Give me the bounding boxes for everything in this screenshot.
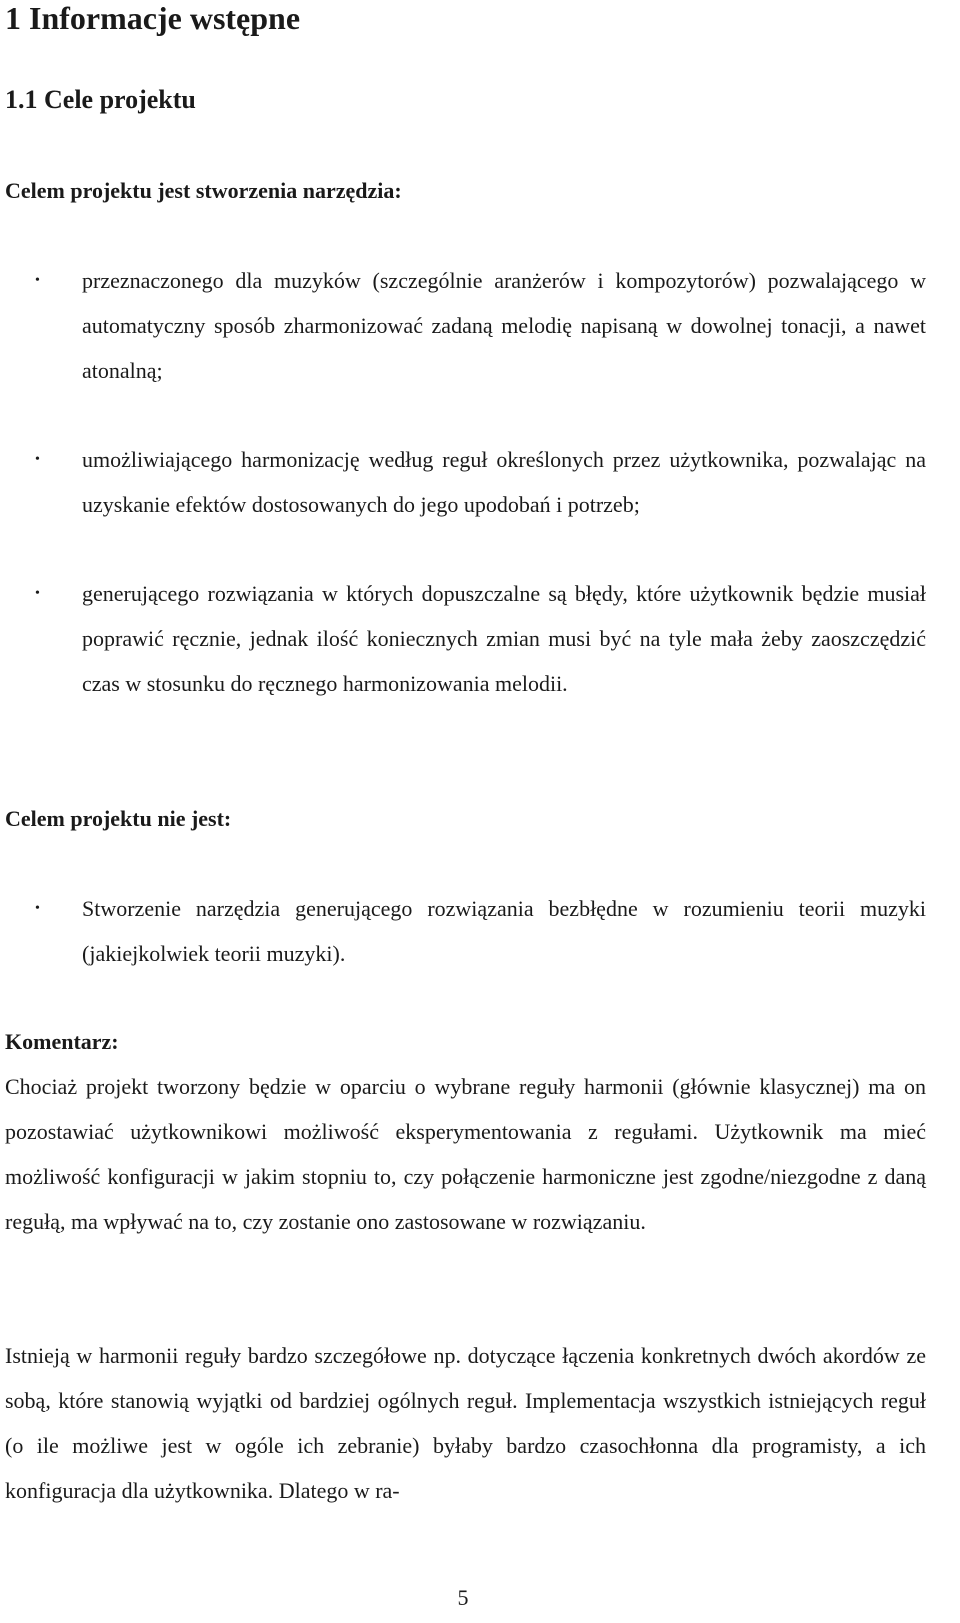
bullet-icon: • [35, 901, 40, 916]
list-item [35, 437, 926, 527]
list-item-text: generującego rozwiązania w których dopuszczalne są błędy, które użytkownik będzie musiał poprawić ręcznie, jednak ilość koniecznych zmian musi być na tyle mała żeby zaoszczędzić czas w stosunku do ręcznego harmonizowania melodii. [82, 581, 926, 696]
list-item-text: umożliwiającego harmonizację według reguł określonych przez użytkownika, pozwalając na uzyskanie efektów dostosowanych do jego upodobań i potrzeb; [82, 447, 926, 517]
comment-paragraph: Chociaż projekt tworzony będzie w oparciu o wybrane reguły harmonii (głównie klasycznej) ma on pozostawiać użytkownikowi możliwość eksperymentowania z regułami. Użytkownik ma mieć możliwość konfiguracji w jakim stopniu to, czy połączenie harmoniczne jest zgodne/niezgodne z daną regułą, ma wpływać na to, czy zostanie ono zastosowane w rozwiązaniu. [5, 1074, 926, 1234]
list-item [35, 886, 926, 976]
bullet-icon: • [35, 273, 40, 288]
bullet-icon: • [35, 586, 40, 601]
non-goals-heading: Celem projektu nie jest: [5, 806, 232, 831]
list-item-text: Stworzenie narzędzia generującego rozwiązania bezbłędne w rozumieniu teorii muzyki (jakiejkolwiek teorii muzyki). [82, 896, 926, 966]
page-number: 5 [457, 1585, 469, 1610]
list-item [35, 258, 926, 393]
list-item-text: przeznaczonego dla muzyków (szczególnie aranżerów i kompozytorów) pozwalającego w automatyczny sposób zharmonizować zadaną melodię napisaną w dowolnej tonacji, a nawet atonalną; [82, 268, 926, 383]
comment-paragraph: Istnieją w harmonii reguły bardzo szczegółowe np. dotyczące łączenia konkretnych dwóch akordów ze sobą, które stanowią wyjątki od bardziej ogólnych reguł. Implementacja wszystkich istniejących reguł (o ile możliwe jest w ogóle ich zebranie) byłaby bardzo czasochłonna dla programisty, a ich konfiguracja dla użytkownika. Dlatego w ra- [5, 1343, 926, 1503]
comment-heading: Komentarz: [5, 1029, 119, 1054]
list-item [35, 571, 926, 706]
bullet-icon: • [35, 452, 40, 467]
chapter-heading: 1 Informacje wstępne [5, 0, 301, 36]
goals-heading: Celem projektu jest stworzenia narzędzia: [5, 178, 402, 203]
section-heading: 1.1 Cele projektu [5, 85, 196, 114]
